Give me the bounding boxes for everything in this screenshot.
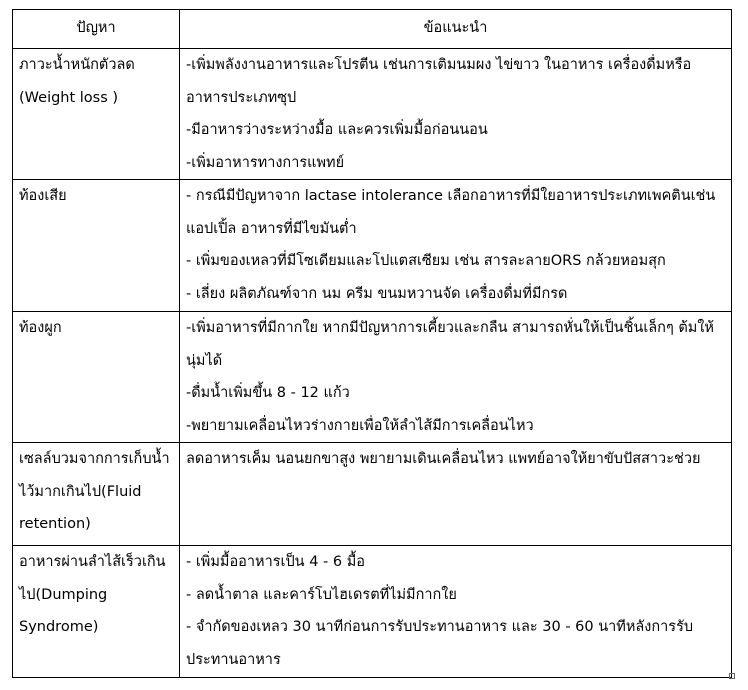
problem-cell [13,180,180,312]
advice-line: - กรณีมีปัญหาจาก lactase intolerance เลือกอาหารที่มีใยอาหารประเภทเพคตินเช่น แอปเปิ้ล อาหารที่มีไขมันต่ำ [186,188,716,237]
header-row [13,10,732,49]
header-advice: ข้อแนะนำ [180,10,732,49]
advice-line: - เพิ่มของเหลวที่มีโซเดียมและโปแตสเซียม เช่น สารละลายORS กล้วยหอมสุก [186,253,666,269]
problem-text: ท้องผูก [19,320,62,336]
table-row [13,180,732,312]
problem-cell [13,49,180,180]
advice-cell [180,546,732,678]
problem-cell [13,312,180,443]
advice-line: - จำกัดของเหลว 30 นาทีก่อนการรับประทานอาหาร และ 30 - 60 นาทีหลังการรับประทานอาหาร [186,619,694,668]
advice-line: -มีอาหารว่างระหว่างมื้อ และควรเพิ่มมื้อก่อนนอน [186,122,488,138]
table-row [13,49,732,180]
problem-text: ภาวะน้ำหนักตัวลด (Weight loss ) [19,57,135,106]
table-row [13,443,732,546]
advice-line: -พยายามเคลื่อนไหวร่างกายเพื่อให้ลำไส้มีการเคลื่อนไหว [186,417,534,434]
problem-text: อาหารผ่านลำไส้เร็วเกินไป(Dumping Syndrome) [19,554,166,635]
advice-cell [180,180,732,312]
table-resize-handle[interactable] [729,673,735,679]
advice-line: -เพิ่มอาหารทางการแพทย์ [186,154,345,171]
advice-table [12,9,732,678]
problem-text: เซลล์บวมจากการเก็บน้ำไว้มากเกินไป(Fluid retention) [19,451,170,532]
problem-cell [13,546,180,678]
advice-cell [180,49,732,180]
advice-cell [180,443,732,546]
advice-line: - เลี่ยง ผลิตภัณฑ์จาก นม ครีม ขนมหวานจัด เครื่องดื่มที่มีกรด [186,285,568,302]
advice-line: -ดื่มน้ำเพิ่มขึ้น 8 - 12 แก้ว [186,385,350,401]
advice-cell [180,312,732,443]
advice-line: - เพิ่มมื้ออาหารเป็น 4 - 6 มื้อ [186,554,365,570]
advice-line: -เพิ่มพลังงานอาหารและโปรตีน เช่นการเติมนมผง ไข่ขาว ในอาหาร เครื่องดื่มหรืออาหารประเภทซุป [186,57,692,106]
table-row [13,546,732,678]
problem-cell [13,443,180,546]
table-row [13,312,732,443]
advice-line: - ลดน้ำตาล และคาร์โบไฮเดรตที่ไม่มีกากใย [186,586,457,603]
advice-line: ลดอาหารเค็ม นอนยกขาสูง พยายามเดินเคลื่อนไหว แพทย์อาจให้ยาขับปัสสาวะช่วย [186,451,701,467]
advice-line: -เพิ่มอาหารที่มีกากใย หากมีปัญหาการเคี้ยวและกลืน สามารถหั่นให้เป็นชิ้นเล็กๆ ต้มให้นุ่มได้ [186,320,714,369]
header-problem: ปัญหา [13,10,180,49]
problem-text: ท้องเสีย [19,188,67,204]
